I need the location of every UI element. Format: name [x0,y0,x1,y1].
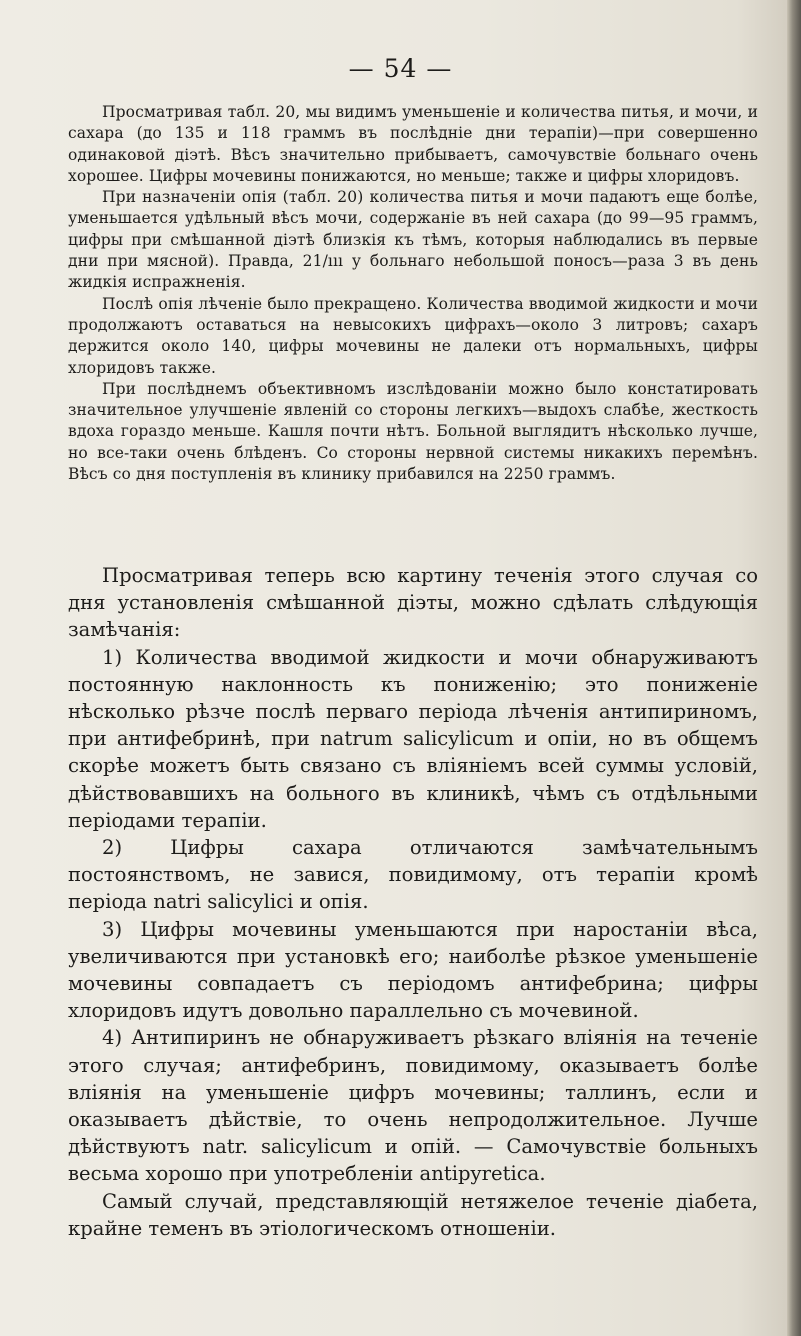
paragraph: При назначеніи опія (табл. 20) количества питья и мочи падаютъ еще болѣе, уменьшается удѣльный вѣсъ мочи, содержаніе въ ней сахара (до 99—95 граммъ, цифры при смѣшанной діэтѣ близкія къ тѣмъ, которыя наблюдались въ первые дни при мясной). Правда, 21/ııı у больнаго небольшой поносъ—раза 3 въ день жидкія испражненія. [68,188,758,292]
conclusions-section [68,562,758,1242]
conclusion-item: 1) Количества вводимой жидкости и мочи обнаруживаютъ постоянную наклонность къ пониженію; это пониженіе нѣсколько рѣзче послѣ перваго періода лѣченія антипириномъ, при антифебринѣ, при natrum salicylicum и опіи, но въ общемъ скорѣе можетъ быть связано съ вліяніемъ всей суммы условій, дѣйствовавшихъ на больного въ клиникѣ, чѣмъ съ отдѣльными періодами терапіи. [68,645,758,832]
conclusion-item: 2) Цифры сахара отличаются замѣчательнымъ постоянствомъ, не завися, повидимому, отъ терапіи кромѣ періода natri salicylici и опія. [68,836,758,914]
paragraph: Просматривая табл. 20, мы видимъ уменьшеніе и количества питья, и мочи, и сахара (до 135 и 118 граммъ въ послѣдніе дни терапіи)—при совершенно одинаковой діэтѣ. Вѣсъ значительно прибываетъ, самочувствіе больнаго очень хорошее. Цифры мочевины понижаются, но меньше; также и цифры хлоридовъ. [68,103,758,185]
conclusion-item: 3) Цифры мочевины уменьшаются при наростаніи вѣса, увеличиваются при установкѣ его; наиболѣе рѣзкое уменьшеніе мочевины совпадаетъ съ періодомъ антифебрина; цифры хлоридовъ идутъ довольно параллельно съ мочевиной. [68,917,758,1023]
paragraph: При послѣднемъ объективномъ изслѣдованіи можно было констатировать значительное улучшеніе явленій со стороны легкихъ—выдохъ слабѣе, жесткость вдоха гораздо меньше. Кашля почти нѣтъ. Больной выглядитъ нѣсколько лучше, но все-таки очень блѣденъ. Со стороны нервной системы никакихъ перемѣнъ. Вѣсъ со дня поступленія въ клинику прибавился на 2250 граммъ. [68,379,758,484]
page-edge-shadow [787,0,801,1336]
small-print-section [68,102,758,485]
page-number: — 54 — [348,54,453,83]
paragraph: Послѣ опія лѣченіе было прекращено. Количества вводимой жидкости и мочи продолжаютъ оставаться на невысокихъ цифрахъ—около 3 литровъ; сахаръ держится около 140, цифры мочевины не далеки отъ нормальныхъ, цифры хлоридовъ также. [68,294,758,377]
paragraph: Самый случай, представляющій нетяжелое теченіе діабета, крайне теменъ въ этіологическомъ отношеніи. [68,1189,758,1240]
paragraph: Просматривая теперь всю картину теченія этого случая со дня установленія смѣшанной діэты, можно сдѣлать слѣдующія замѣчанія: [68,564,758,642]
conclusion-item: 4) Антипиринъ не обнаруживаетъ рѣзкаго вліянія на теченіе этого случая; антифебринъ, повидимому, оказываетъ болѣе вліянія на уменьшеніе цифръ мочевины; таллинъ, если и оказываетъ дѣйствіе, то очень непродолжительное. Лучше дѣйствуютъ natr. salicylicum и опій. — Самочувствіе больныхъ весьма хорошо при употребленіи antipyretica. [68,1026,758,1186]
